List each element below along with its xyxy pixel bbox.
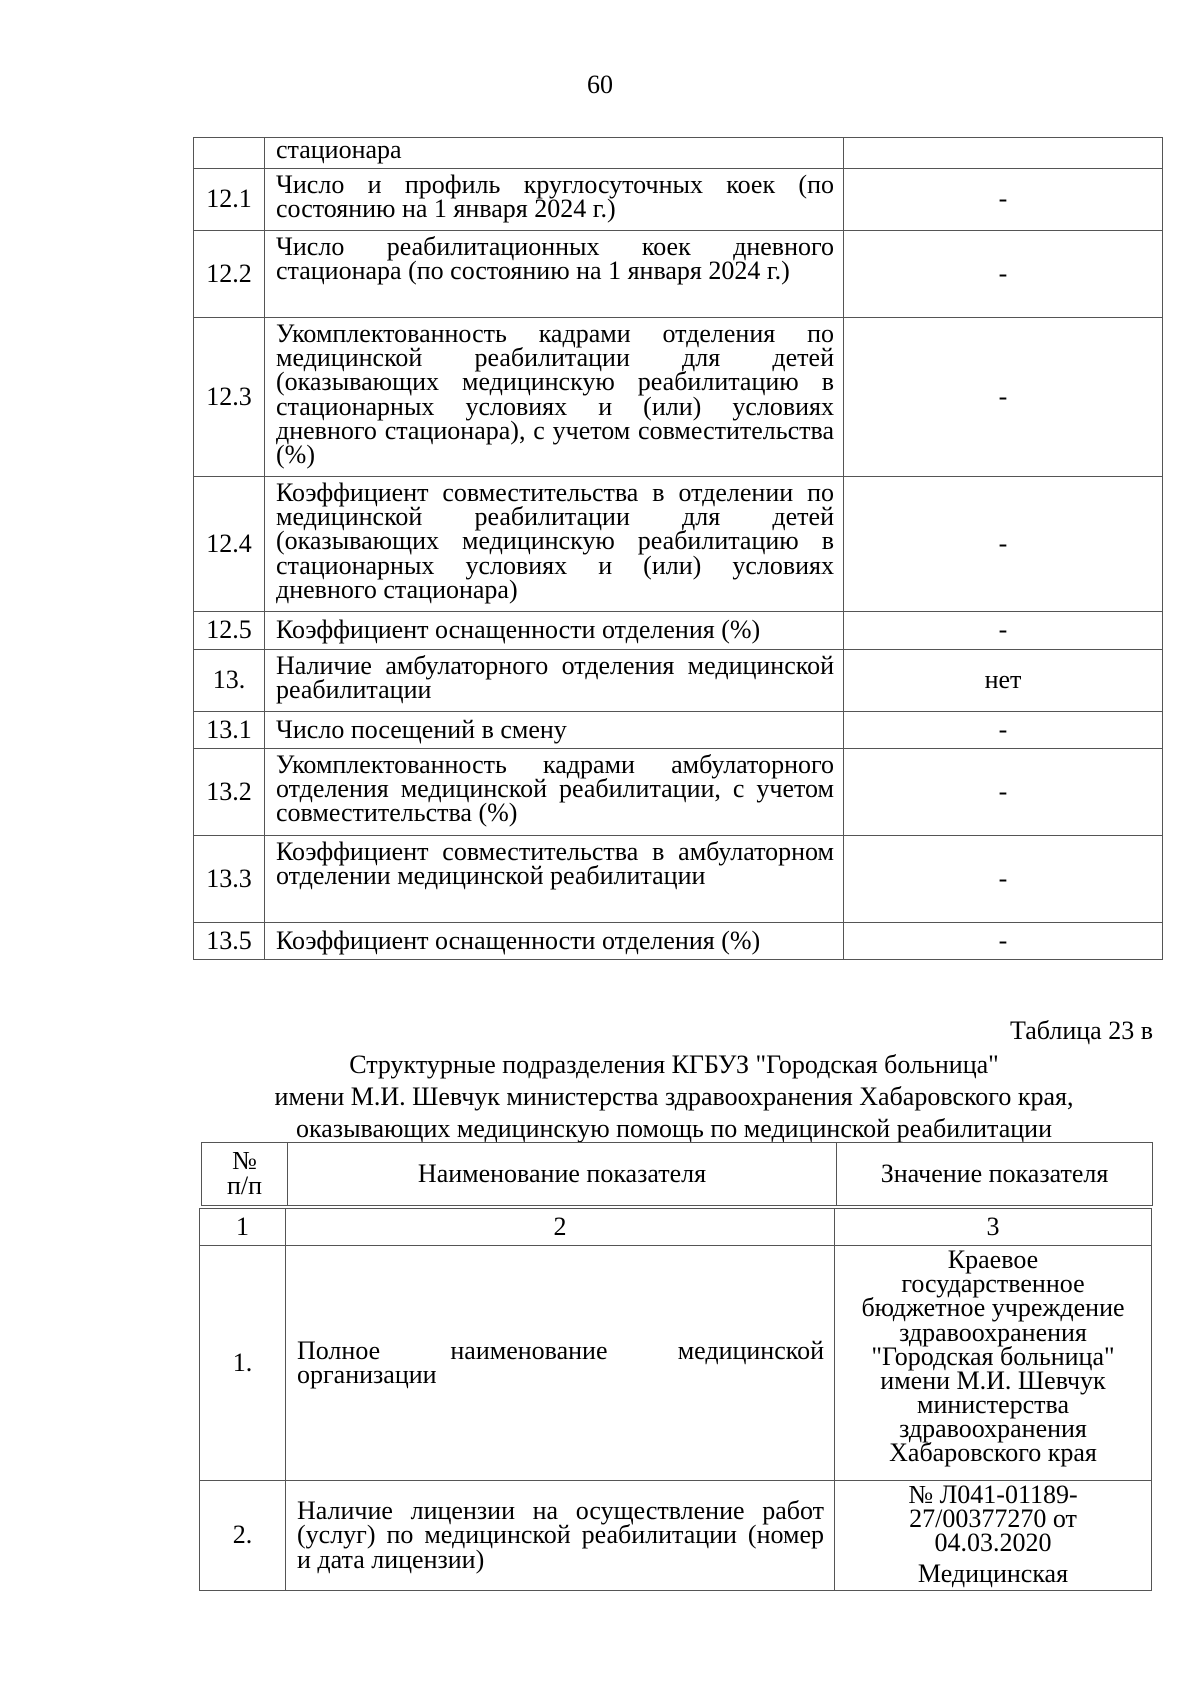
table-row [194,923,1163,960]
indicator-value [835,1481,1152,1591]
indicator-name: Число посещений в смену [265,712,844,749]
value-line: министерства [916,1390,1069,1420]
indicator-value: - [844,749,1163,836]
row-number: 12.1 [194,169,265,231]
row-number: 13.3 [194,836,265,923]
structure-table [199,1208,1152,1591]
table-row [200,1246,1152,1481]
value-line: "Городская больница" [871,1341,1115,1371]
table-row [200,1481,1152,1591]
value-line: Хабаровского края [889,1438,1097,1468]
table-row [194,650,1163,712]
table-row [194,836,1163,923]
value-line: государственное [901,1269,1085,1299]
header-indicator-name: Наименование показателя [288,1143,837,1206]
indicators-table-continued [193,137,1163,960]
table-row [194,749,1163,836]
indicator-name: Наличие лицензии на осуществление работ (услуг) по медицинской реабилитации (номер и дата лицензии) [286,1481,835,1591]
row-number: 1. [200,1246,286,1481]
row-number: 2. [200,1481,286,1591]
indicator-name: Число реабилитационных коек дневного стационара (по состоянию на 1 января 2024 г.) [265,231,844,318]
indicator-name: Укомплектованность кадрами амбулаторного отделения медицинской реабилитации, с учетом совместительства (%) [265,749,844,836]
indicator-name: Полное наименование медицинской организации [286,1246,835,1481]
row-number: 13.2 [194,749,265,836]
indicator-value: - [844,477,1163,612]
table-row [194,318,1163,477]
table-row [194,138,1163,169]
value-line: 27/00377270 от [909,1504,1077,1534]
header-row [202,1143,1153,1206]
indicator-value: - [844,923,1163,960]
page-number: 60 [587,70,613,99]
header-indicator-value: Значение показателя [837,1143,1153,1206]
indicator-value: нет [844,650,1163,712]
column-index: 2 [286,1209,835,1246]
index-row [200,1209,1152,1246]
column-index: 1 [200,1209,286,1246]
row-number: 12.5 [194,612,265,650]
indicator-name: стационара [265,138,844,169]
indicator-name: Коэффициент оснащенности отделения (%) [265,612,844,650]
row-number [194,138,265,169]
row-number: 13.1 [194,712,265,749]
row-number: 12.4 [194,477,265,612]
indicator-name: Коэффициент совместительства в отделении по медицинской реабилитации для детей (оказывающих медицинскую реабилитацию в стационарных условиях и (или) условиях дневного стационара) [265,477,844,612]
table-row [194,712,1163,749]
indicator-name: Укомплектованность кадрами отделения по медицинской реабилитации для детей (оказывающих медицинскую реабилитацию в стационарных условиях и (или) условиях дневного стационара), с учетом совместительства (%) [265,318,844,477]
table-row [194,612,1163,650]
table-title-line: оказывающих медицинскую помощь по медицинской реабилитации [296,1114,1052,1144]
indicator-value: - [844,836,1163,923]
value-line: 04.03.2020 [934,1528,1052,1558]
value-line: бюджетное учреждение [861,1293,1125,1323]
table-row [194,231,1163,318]
value-line: Краевое [947,1245,1039,1274]
indicator-value: - [844,612,1163,650]
row-number: 13.5 [194,923,265,960]
indicator-name: Наличие амбулаторного отделения медицинской реабилитации [265,650,844,712]
table-row [194,169,1163,231]
indicator-name: Коэффициент оснащенности отделения (%) [265,923,844,960]
column-index: 3 [835,1209,1152,1246]
row-number: 12.3 [194,318,265,477]
indicator-value [844,138,1163,169]
value-line: имени М.И. Шевчук [880,1365,1106,1395]
structure-table-header [201,1142,1153,1206]
indicator-value: - [844,318,1163,477]
indicator-name: Коэффициент совместительства в амбулаторном отделении медицинской реабилитации [265,836,844,923]
value-line: № Л041-01189- [908,1480,1078,1509]
value-line: здравоохранения [899,1414,1087,1444]
value-line: здравоохранения [899,1317,1087,1347]
indicator-value [835,1246,1152,1481]
table-title-line: Структурные подразделения КГБУЗ "Городская больница" [349,1050,999,1079]
table-row [194,477,1163,612]
indicator-value: - [844,712,1163,749]
header-number-line: № [232,1146,257,1176]
table-title-line: имени М.И. Шевчук министерства здравоохранения Хабаровского края, [274,1082,1074,1112]
indicator-value: - [844,169,1163,231]
header-number-line: п/п [226,1171,263,1200]
row-number: 13. [194,650,265,712]
value-line: Медицинская [917,1558,1069,1588]
row-number: 12.2 [194,231,265,318]
table-title [193,1049,1155,1146]
indicator-value: - [844,231,1163,318]
table-label: Таблица 23 в [1010,1016,1153,1045]
indicator-name: Число и профиль круглосуточных коек (по состоянию на 1 января 2024 г.) [265,169,844,231]
header-number [202,1143,288,1206]
